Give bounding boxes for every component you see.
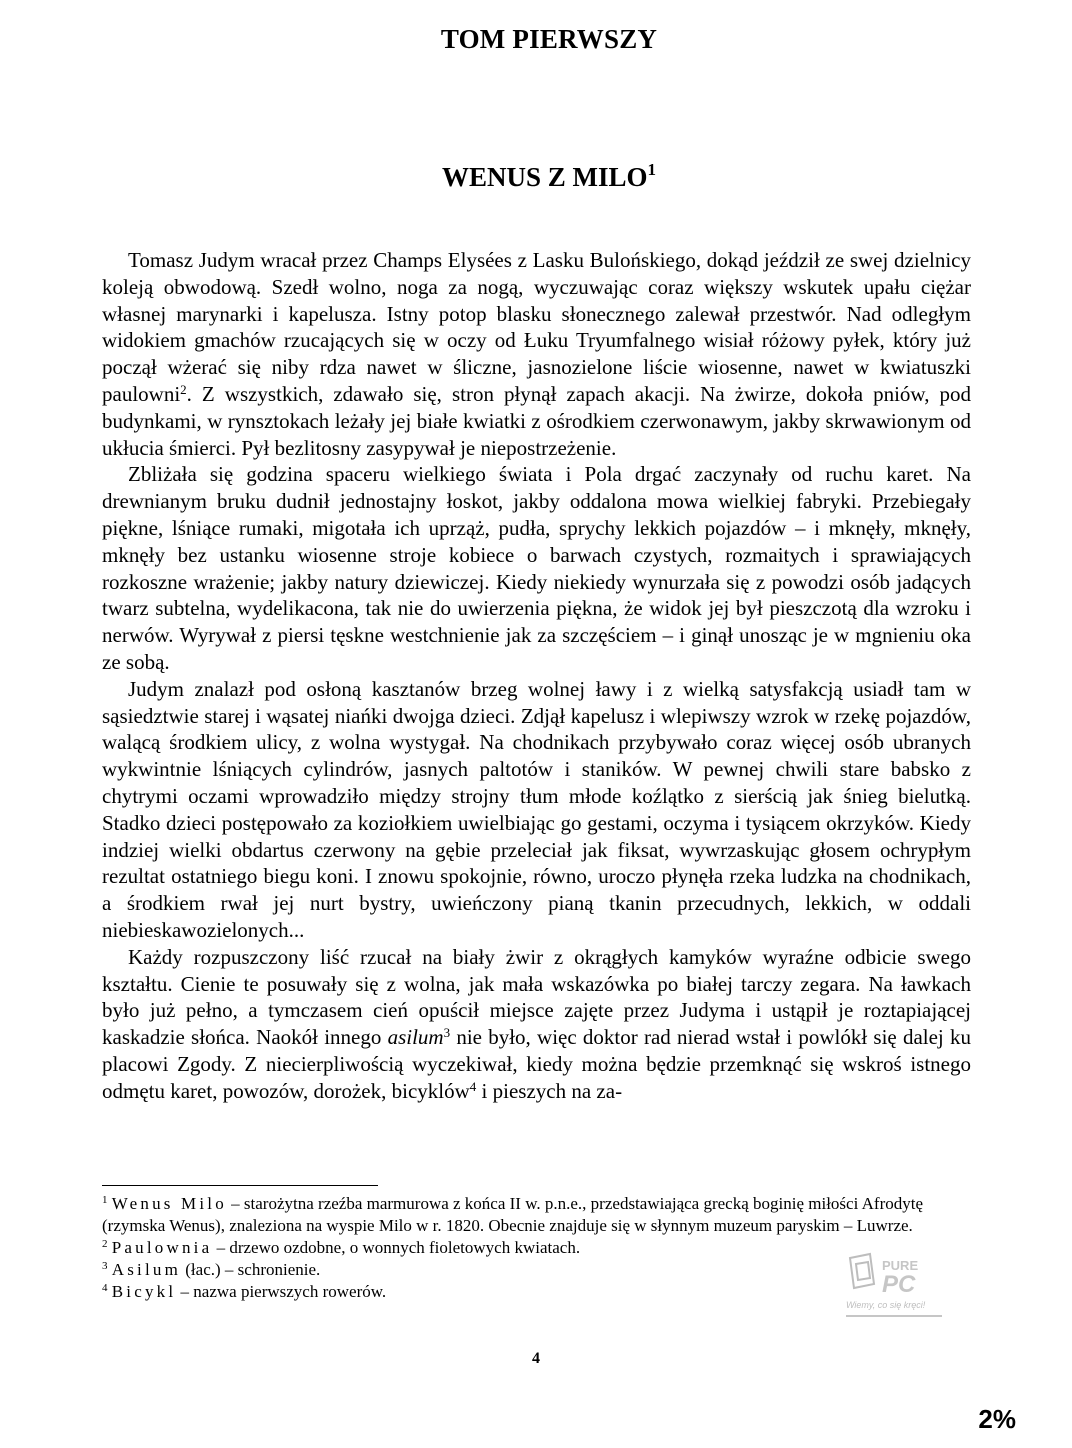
reading-progress: 2%	[978, 1404, 1016, 1434]
footnote-term: Asilum	[111, 1260, 182, 1279]
paragraph	[102, 247, 971, 461]
footnote-term: Paulownia	[111, 1238, 213, 1257]
footnote-text: – nazwa pierwszych rowerów.	[176, 1282, 387, 1301]
watermark-brand-top: PURE	[882, 1258, 919, 1273]
footnote-number: 2	[102, 1238, 108, 1250]
paragraph-text: Tomasz Judym wracał przez Champs Elysées z Lasku Bulońskiego, dokąd jeździł ze swej dzielnicy koleją obwodową. Szedł wolno, noga za nogą, wyczuwając coraz większy wskutek upału ciężar własnej marynarki i kapelusza. Istny potop blasku słonecznego zalewał przestwór. Nad odległym widokiem gmachów rzucających się w oczy od Łuku Tryumfalnego wisiał różowy pyłek, który już począł wżerać się niby rdza nawet w śliczne, jasnozielone liście wiosenne, nawet w kwiatuszki paulowni	[102, 248, 971, 406]
footnote-text: – drzewo ozdobne, o wonnych fioletowych kwiatach.	[212, 1238, 581, 1257]
purepc-watermark-logo	[842, 1250, 950, 1330]
italic-term: asilum	[387, 1025, 444, 1050]
watermark-brand-bottom: PC	[882, 1271, 916, 1298]
footnote-ref[interactable]: 4	[469, 1078, 477, 1094]
footnote-term: Bicykl	[111, 1282, 177, 1301]
footnote-separator	[102, 1185, 378, 1186]
watermark-tagline: Wiemy, co się kręci!	[846, 1300, 926, 1310]
footnote-text: (łac.) – schronienie.	[181, 1260, 321, 1279]
chapter-title	[0, 160, 1072, 193]
paragraph-text: nie było, więc doktor rad nierad wstał i powlókł się dalej ku placowi Zgody. Z niecierpliwością wyczekiwał, kiedy można będzie przemknąć się wskroś istnego odmętu karet, powozów, dorożek, bicyklów	[102, 1025, 971, 1103]
paragraph	[102, 944, 971, 1105]
footnote-text: – starożytna rzeźba marmurowa z końca II w. p.n.e., przedstawiająca grecką boginię miłości Afrodytę (rzymska Wenus), znaleziona na wyspie Milo w r. 1820. Obecnie znajduje się w słynnym muzeum paryskim – Luwrze.	[102, 1194, 924, 1235]
page-number: 4	[532, 1350, 540, 1367]
paragraph: Judym znalazł pod osłoną kasztanów brzeg wolnej ławy i z wielką satysfakcją usiadł tam w sąsiedztwie starej i wąsatej niańki dwojga dzieci. Zdjął kapelusz i wlepiwszy wzrok w rzekę pojazdów, walącą środkiem ulicy, z wolna wystygał. Na chodnikach przybywało coraz więcej osób ubranych wykwintnie lśniących cylindrów, jasnych paltotów i staników. W pewnej chwili stare babsko z chytrymi oczami wprowadziło między strojny tłum młode koźlątko z sierścią jak śnieg bielutką. Stadko dzieci postępowało za koziołkiem uwielbiając go gestami, oczyma i tysiącem okrzyków. Kiedy indziej wielki obdartus czerwony na gębie przeleciał jak fiksat, wywrzaskując głosem ochrypłym rezultat ostatniego biegu koni. I znowu spokojnie, równo, uroczo płynęła rzeka ludzka na chodnikach, a środkiem rwał jej nurt bystry, uwieńczony pianą tkanin przecudnych, lekkich, w oddali niebieskawozielonych...	[102, 676, 971, 942]
footnotes	[102, 1193, 971, 1303]
footnote	[102, 1237, 971, 1259]
footnote-number: 1	[102, 1194, 108, 1206]
footnote-ref[interactable]: 1	[647, 160, 657, 179]
footnote	[102, 1193, 971, 1237]
footnote-term: Wenus Milo	[111, 1194, 227, 1213]
footnote-number: 4	[102, 1282, 108, 1294]
footnote-number: 3	[102, 1260, 108, 1272]
footnote-ref[interactable]: 2	[180, 381, 187, 397]
paragraph: Zbliżała się godzina spaceru wielkiego świata i Pola drgać zaczynały od ruchu karet. Na drewnianym bruku dudnił jednostajny łoskot, jakby oddalona mowa wielkiej fabryki. Przebiegały piękne, lśniące rumaki, migotała ich uprząż, pudła, sprychy lekkich pojazdów – i mknęły, mknęły, mknęły bez ustanku wiosenne stroje kobiece o barwach czystych, rozmaitych i sprawiających rozkoszne wrażenie; jakby natury dziewiczej. Kiedy niekiedy wynurzała się z powodzi osób jadących twarz subtelna, wydelikacona, tak nie do uwierzenia piękna, że widok jej był pieszczotą dla wzroku i nerwów. Wyrywał z piersi tęskne westchnienie jak za szczęściem – i ginął unosząc je w mgnieniu oka ze sobą.	[102, 462, 971, 674]
paragraph-text: . Z wszystkich, zdawało się, stron płynął zapach akacji. Na żwirze, dokoła pniów, pod budynkami, w rynsztokach leżały jej białe kwiatki z ośrodkiem czerwonawym, jakby skrwawionym od ukłucia śmierci. Pył bezlitosny zasypywał je niepostrzeżenie.	[102, 381, 971, 460]
chapter-title-text: WENUS Z MILO	[441, 162, 648, 192]
paragraph-text: i pieszych na za-	[476, 1078, 623, 1103]
paragraph-text: Każdy rozpuszczony liść rzucał na biały żwir z okrągłych kamyków wyraźne odbicie swego kształtu. Cienie te posuwały się z wolna, jak mała wskazówka po białej tarczy zegara. Na ławkach było już pełno, a tymczasem cień opuścił miejsce zajęte przez Judyma i ustąpił je roztapiającej kaskadzie słońca. Naokół innego	[102, 944, 971, 1050]
book-title: TOM PIERWSZY	[440, 24, 658, 54]
footnote-ref[interactable]: 3	[443, 1025, 451, 1041]
body-text	[102, 247, 971, 1105]
footnote	[102, 1259, 971, 1281]
footnote	[102, 1281, 971, 1303]
